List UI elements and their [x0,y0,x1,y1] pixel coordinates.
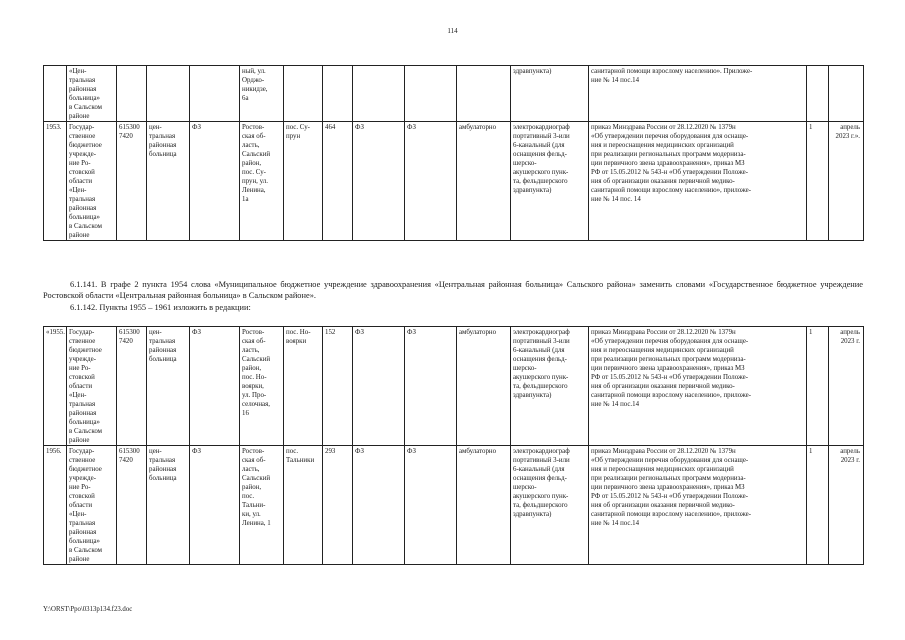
table-cell: Ростов- ская об- ласть, Сальский район, пос. Тальни- ки, ул. Ленина, 1 [240,446,284,565]
table-cell: «Цен- тральная районная больница» в Сальском районе [67,66,117,122]
table-cell: ный, ул. Орджо- никидзе, 6а [240,66,284,122]
table-cell [190,66,240,122]
table-cell [284,66,323,122]
table-cell: Государ- ственное бюджетное учрежде- ние Ро- стовской области «Цен- тральная районная больница» в Сальском районе [67,122,117,241]
table-cell: цен- тральная районная больница [147,327,190,446]
table-cell: амбулаторно [457,122,511,241]
table-cell: ФЗ [190,122,240,241]
table-cell: электрокардиограф портативный 3-или 6-канальный (для оснащения фельд- шерско- акушерского пунк- та, фельдшерского здравпункта) [511,446,589,565]
table-cell [807,66,829,122]
table-cell [353,66,405,122]
table-cell [323,66,353,122]
table-row [44,327,864,446]
table-cell: 615300 7420 [117,446,147,565]
table-row [44,122,864,241]
table-cell [117,66,147,122]
table-cell [829,66,864,122]
table-cell: электрокардиограф портативный 3-или 6-канальный (для оснащения фельд- шерско- акушерского пунк- та, фельдшерского здравпункта) [511,327,589,446]
amendment-paragraph-142: 6.1.142. Пункты 1955 – 1961 изложить в редакции: [70,303,251,312]
table-cell: цен- тральная районная больница [147,122,190,241]
table-cell: приказ Минздрава России от 28.12.2020 № 1379н «Об утверждении перечня оборудования для оснаще- ния и переоснащения медицинских организаций при реализации региональных программ модерниза- ции первичного звена здравоохранения», приказ МЗ РФ от 15.05.2012 № 543-н «Об утверждении Положе- ния об организации оказания первичной медико- санитарной помощи взрослому населению», приложе- ние № 14 пос. 14 [589,122,807,241]
table-cell: 1953. [44,122,67,241]
table-cell: амбулаторно [457,327,511,446]
table-cell: пос. Но- воярки [284,327,323,446]
table-cell: приказ Минздрава России от 28.12.2020 № 1379н «Об утверждении перечня оборудования для оснаще- ния и переоснащения медицинских организаций при реализации региональных программ модерниза- ции первичного звена здравоохранения», приказ МЗ РФ от 15.05.2012 № 543-н «Об утверждении Положе- ния об организации оказания первичной медико- санитарной помощи взрослому населению», приложе- ние № 14 пос.14 [589,327,807,446]
table-cell: 1956. [44,446,67,565]
table-cell: Государ- ственное бюджетное учрежде- ние Ро- стовской области «Цен- тральная районная больница» в Сальском районе [67,327,117,446]
table-row [44,446,864,565]
table-cell [147,66,190,122]
table-cell: санитарной помощи взрослому населению». Приложе- ние № 14 пос.14 [589,66,807,122]
register-table-1 [43,65,864,241]
table-cell: Государ- ственное бюджетное учрежде- ние Ро- стовской области «Цен- тральная районная больница» в Сальском районе [67,446,117,565]
file-path-footer: Y:\ORST\Ppo\0313p134.f23.doc [43,606,133,613]
register-table-2 [43,326,864,565]
table-cell: 464 [323,122,353,241]
table-cell: ФЗ [353,446,405,565]
table-cell: Ростов- ская об- ласть, Сальский район, пос. Но- воярки, ул. Про- селочная, 16 [240,327,284,446]
table-cell: ФЗ [405,446,457,565]
table-cell: 152 [323,327,353,446]
table-cell: апрель 2023 г. [829,446,864,565]
table-cell: апрель 2023 г.». [829,122,864,241]
table-cell: Ростов- ская об- ласть, Сальский район, пос. Су- прун, ул. Ленина, 1а [240,122,284,241]
table-1-body [44,66,864,241]
table-cell: 615300 7420 [117,122,147,241]
table-cell: апрель 2023 г. [829,327,864,446]
table-cell: «1955. [44,327,67,446]
amendment-paragraph-141: 6.1.141. В графе 2 пункта 1954 слова «Муниципальное бюджетное учреждение здравоохранения «Центральная районная больница» Сальского района» заменить словами «Государственное бюджетное учреждение Ростовской области «Центральная районная больница» в Сальском районе». [43,280,863,300]
table-cell: 1 [807,446,829,565]
table-cell: здравпункта) [511,66,589,122]
table-cell: 615300 7420 [117,327,147,446]
table-cell: ФЗ [353,122,405,241]
table-cell [405,66,457,122]
table-cell [44,66,67,122]
table-2-body [44,327,864,565]
table-cell: цен- тральная районная больница [147,446,190,565]
table-row [44,66,864,122]
table-cell [457,66,511,122]
table-cell: электрокардиограф портативный 3-или 6-канальный (для оснащения фельд- шерско- акушерского пунк- та, фельдшерского здравпункта) [511,122,589,241]
table-cell: амбулаторно [457,446,511,565]
table-cell: пос. Тальники [284,446,323,565]
table-cell: приказ Минздрава России от 28.12.2020 № 1379н «Об утверждении перечня оборудования для оснаще- ния и переоснащения медицинских организаций при реализации региональных программ модерниза- ции первичного звена здравоохранения», приказ МЗ РФ от 15.05.2012 № 543-н «Об утверждении Положе- ния об организации оказания первичной медико- санитарной помощи взрослому населению», приложе- ние № 14 пос.14 [589,446,807,565]
table-cell: ФЗ [405,122,457,241]
table-cell: ФЗ [405,327,457,446]
table-cell: 293 [323,446,353,565]
page-number: 114 [447,27,458,35]
table-cell: ФЗ [353,327,405,446]
table-cell: ФЗ [190,327,240,446]
table-cell: ФЗ [190,446,240,565]
table-cell: 1 [807,327,829,446]
table-cell: 1 [807,122,829,241]
table-cell: пос. Су- прун [284,122,323,241]
